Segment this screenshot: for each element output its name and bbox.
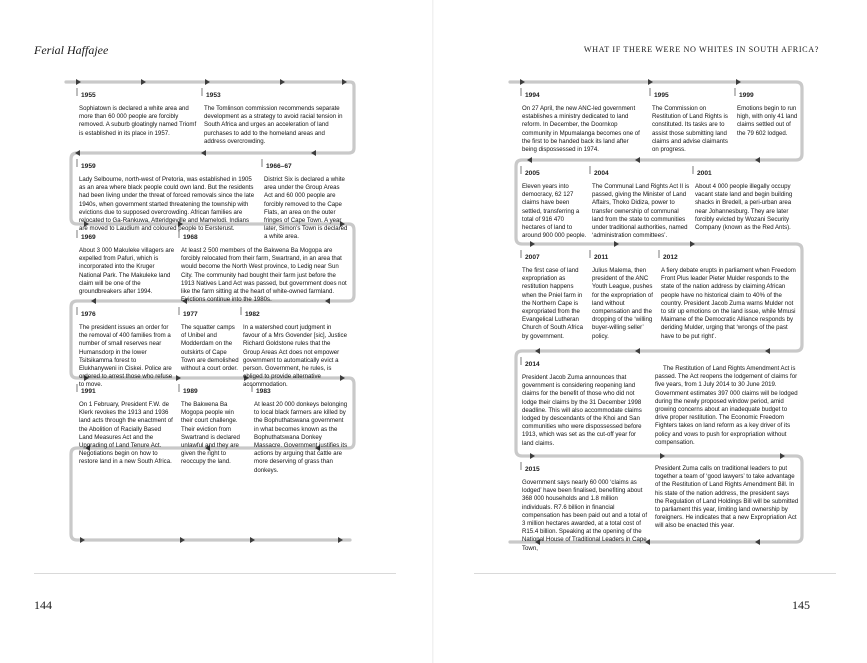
timeline-year: 1955 <box>81 92 96 99</box>
timeline-year: 2012 <box>663 254 678 261</box>
timeline-year: 1991 <box>81 388 96 395</box>
timeline-year: 1966–67 <box>266 163 292 170</box>
timeline-year: 1968 <box>183 234 198 241</box>
timeline-year: 2015 <box>525 466 540 473</box>
timeline-year: 1995 <box>654 92 669 99</box>
timeline-year: 2005 <box>525 170 540 177</box>
timeline-entry: A fiery debate erupts in parliament when Freedom Front Plus leader Pieter Mulder responds to the state of the nation address by claiming African people have no historical claim to 40% of the country. President Jacob Zuma warns Mulder not to stir up emotions on the land issue, while Mmusi Maimane of the Democratic Alliance responds by deriding Mulder, urging that ‘wrongs of the past have to be put right’. <box>661 267 796 340</box>
timeline-year: 1977 <box>183 311 198 318</box>
timeline-entry: On 1 February, President F.W. de Klerk revokes the 1913 and 1936 land acts through the enactment of the Abolition of Racially Based Land Measures Act and the Upgrading of Land Tenure Act. Negotiations begin on how to restore land in a new South Africa. <box>79 401 173 466</box>
left-running-head: Ferial Haffajee <box>34 43 109 57</box>
timeline-entry: Sophiatown is declared a white area and more than 60 000 people are forcibly removed. A suburb gloatingly named Triomf is established in its place in 1957. <box>79 105 197 137</box>
timeline-entry: Julius Malema, then president of the ANC Youth League, pushes for the expropriation of land without compensation and the dropping of the ‘willing buyer-willing seller’ policy. <box>592 267 653 340</box>
timeline-year: 1953 <box>206 92 221 99</box>
timeline-entry: Government says nearly 60 000 ‘claims as lodged’ have been finalised, benefiting about 368 000 households and 1.8 million individuals. R7.6 billion in financial compensation has been paid out and a total of 3 million hectares awarded, at a total cost of R15.4 billion. Speaking at the opening of the National House of Traditional Leaders in Cape Town, <box>522 479 648 552</box>
timeline-entry: The Communal Land Rights Act II is passed, giving the Minister of Land Affairs, Thoko Didiza, power to transfer ownership of communal land from the state to communities under traditional authorities, named ‘administration committees’. <box>592 183 690 240</box>
timeline-entry: The Tomlinson commission recommends separate development as a strategy to avoid racial tension in South Africa and urges an acceleration of land purchases to add to the homeland areas and address overcrowding. <box>204 105 343 145</box>
timeline-entry: About 4 000 people illegally occupy vacant state land and begin building shacks in Bredell, a peri-urban area near Johannesburg. They are later forcibly evicted by Wozani Security Company (known as the Red Ants). <box>695 183 793 232</box>
footer-rule-right <box>474 573 836 574</box>
timeline-entry: In a watershed court judgment in favour of a Mrs Govender [sic], Justice Richard Goldstone rules that the Group Areas Act does not empower government to automatically evict a person. Government, he rules, is obliged to provide alternative accommodation. <box>243 324 347 389</box>
timeline-entry: Emotions begin to run high, with only 41 land claims settled out of the 79 602 lodged. <box>737 105 798 137</box>
timeline-year: 2007 <box>525 254 540 261</box>
timeline-year: 1959 <box>81 163 96 170</box>
page-number-left: 144 <box>34 598 52 612</box>
timeline-year: 1969 <box>81 234 96 241</box>
timeline-year: 2004 <box>594 170 609 177</box>
footer-rule-left <box>34 573 396 574</box>
timeline-entry: The Restitution of Land Rights Amendment Act is passed. The Act reopens the lodgement of claims for five years, from 1 July 2014 to 30 June 2019. Government estimates 397 000 claims will be lodged during the newly proposed window period, amid growing concerns about an inadequate budget to drive proper restitution. The Economic Freedom Fighters takes on land reform as a key driver of its policy and vows to push for expropriation without compensation. <box>655 365 798 446</box>
timeline-entry: The Commission on Restitution of Land Rights is constituted. Its tasks are to assist those submitting land claims and advise claimants on progress. <box>652 105 728 154</box>
timeline-year: 1976 <box>81 311 96 318</box>
timeline-entry: President Jacob Zuma announces that government is considering reopening land claims for the benefit of those who did not lodge their claims by the 31 December 1998 deadline. This will also accommodate claims lodged by descendants of the Khoi and San communities who were dispossessed before 1913, which was set as the cut-off year for land claims. <box>522 374 642 447</box>
timeline-year: 1982 <box>245 311 260 318</box>
timeline-year: 1983 <box>256 388 271 395</box>
timeline-year: 2014 <box>525 361 540 368</box>
timeline-year: 1989 <box>183 388 198 395</box>
timeline-entry: President Zuma calls on traditional leaders to put together a team of ‘good lawyers’ to take advantage of the Restitution of Land Rights Amendment Bill. In his state of the nation address, the president says the Regulation of Land Holdings Bill will be submitted to parliament this year, limiting land ownership by foreigners. He indicates that a new Expropriation Act will also be enacted this year. <box>655 465 799 530</box>
timeline-entry: The Bakwena Ba Mogopa people win their court challenge. Their eviction from Swartrand is declared unlawful and they are given the right to reoccupy the land. <box>181 401 240 466</box>
timeline-year: 1999 <box>739 92 754 99</box>
right-running-head: WHAT IF THERE WERE NO WHITES IN SOUTH AFRICA? <box>583 45 819 54</box>
timeline-entry: The president issues an order for the removal of 400 families from a number of small reserves near Humansdorp in the lower Tsitsikamma forest to Elukhanyweni in Ciskei. Police are ordered to arrest those who refuse to move. <box>79 324 173 389</box>
timeline-entry: District Six is declared a white area under the Group Areas Act and 60 000 people are forcibly removed to the Cape Flats, an area on the outer fringes of Cape Town. A year later, Simon’s Town is declared a white area. <box>264 176 348 241</box>
timeline-entry: Eleven years into democracy, 62 127 claims have been settled, transferring a total of 916 470 hectares of land to around 900 000 people. <box>522 183 587 240</box>
page-number-right: 145 <box>792 598 810 612</box>
timeline-year: 2011 <box>594 254 609 261</box>
timeline-entry: About 3 000 Makuleke villagers are expelled from Pafuri, which is incorporated into the Kruger National Park. The Makuleke land claim will be one of the groundbreakers after 1994. <box>79 247 175 296</box>
timeline-year: 1994 <box>525 92 540 99</box>
timeline-year: 2001 <box>697 170 712 177</box>
timeline-entry: At least 20 000 donkeys belonging to local black farmers are killed by the Bophuthatswana government in what becomes known as the Bophuthatswana Donkey Massacre. Government justifies its actions by arguing that cattle are more deserving of grass than donkeys. <box>254 401 348 474</box>
timeline-entry: The first case of land expropriation as restitution happens when the Pniel farm in the Northern Cape is expropriated from the Evangelical Lutheran Church of South Africa by government. <box>522 267 583 340</box>
timeline-entry: At least 2 500 members of the Bakwena Ba Mogopa are forcibly relocated from their farm, Swartrand, in an area that would become the North West province, to Ledig near Sun City. The community had bought their farm just before the 1913 Natives Land Act was passed, but government does not like the farm sitting at the heart of white-owned farmland. Evictions continue into the 1980s. <box>181 247 347 304</box>
timeline-entry: Lady Selbourne, north-west of Pretoria, was established in 1905 as an area where black people could own land. But the residents had been living under the threat of forced removals since the late 1940s, when government started threatening the township with evictions due to supposed overcrowding. African families are relocated to Ga-Rankuwa, Atteridgeville and Mamelodi. Indians are moved to Laudium and coloured people to Eersterust. <box>79 176 255 233</box>
timeline-entry: On 27 April, the new ANC-led government establishes a ministry dedicated to land reform. In December, the Doornkop community in Mpumalanga becomes one of the first to be handed back its land after being dispossessed in 1974. <box>522 105 640 154</box>
timeline-entry: The squatter camps of Unibel and Modderdam on the outskirts of Cape Town are demolished without a court order. <box>181 324 239 373</box>
